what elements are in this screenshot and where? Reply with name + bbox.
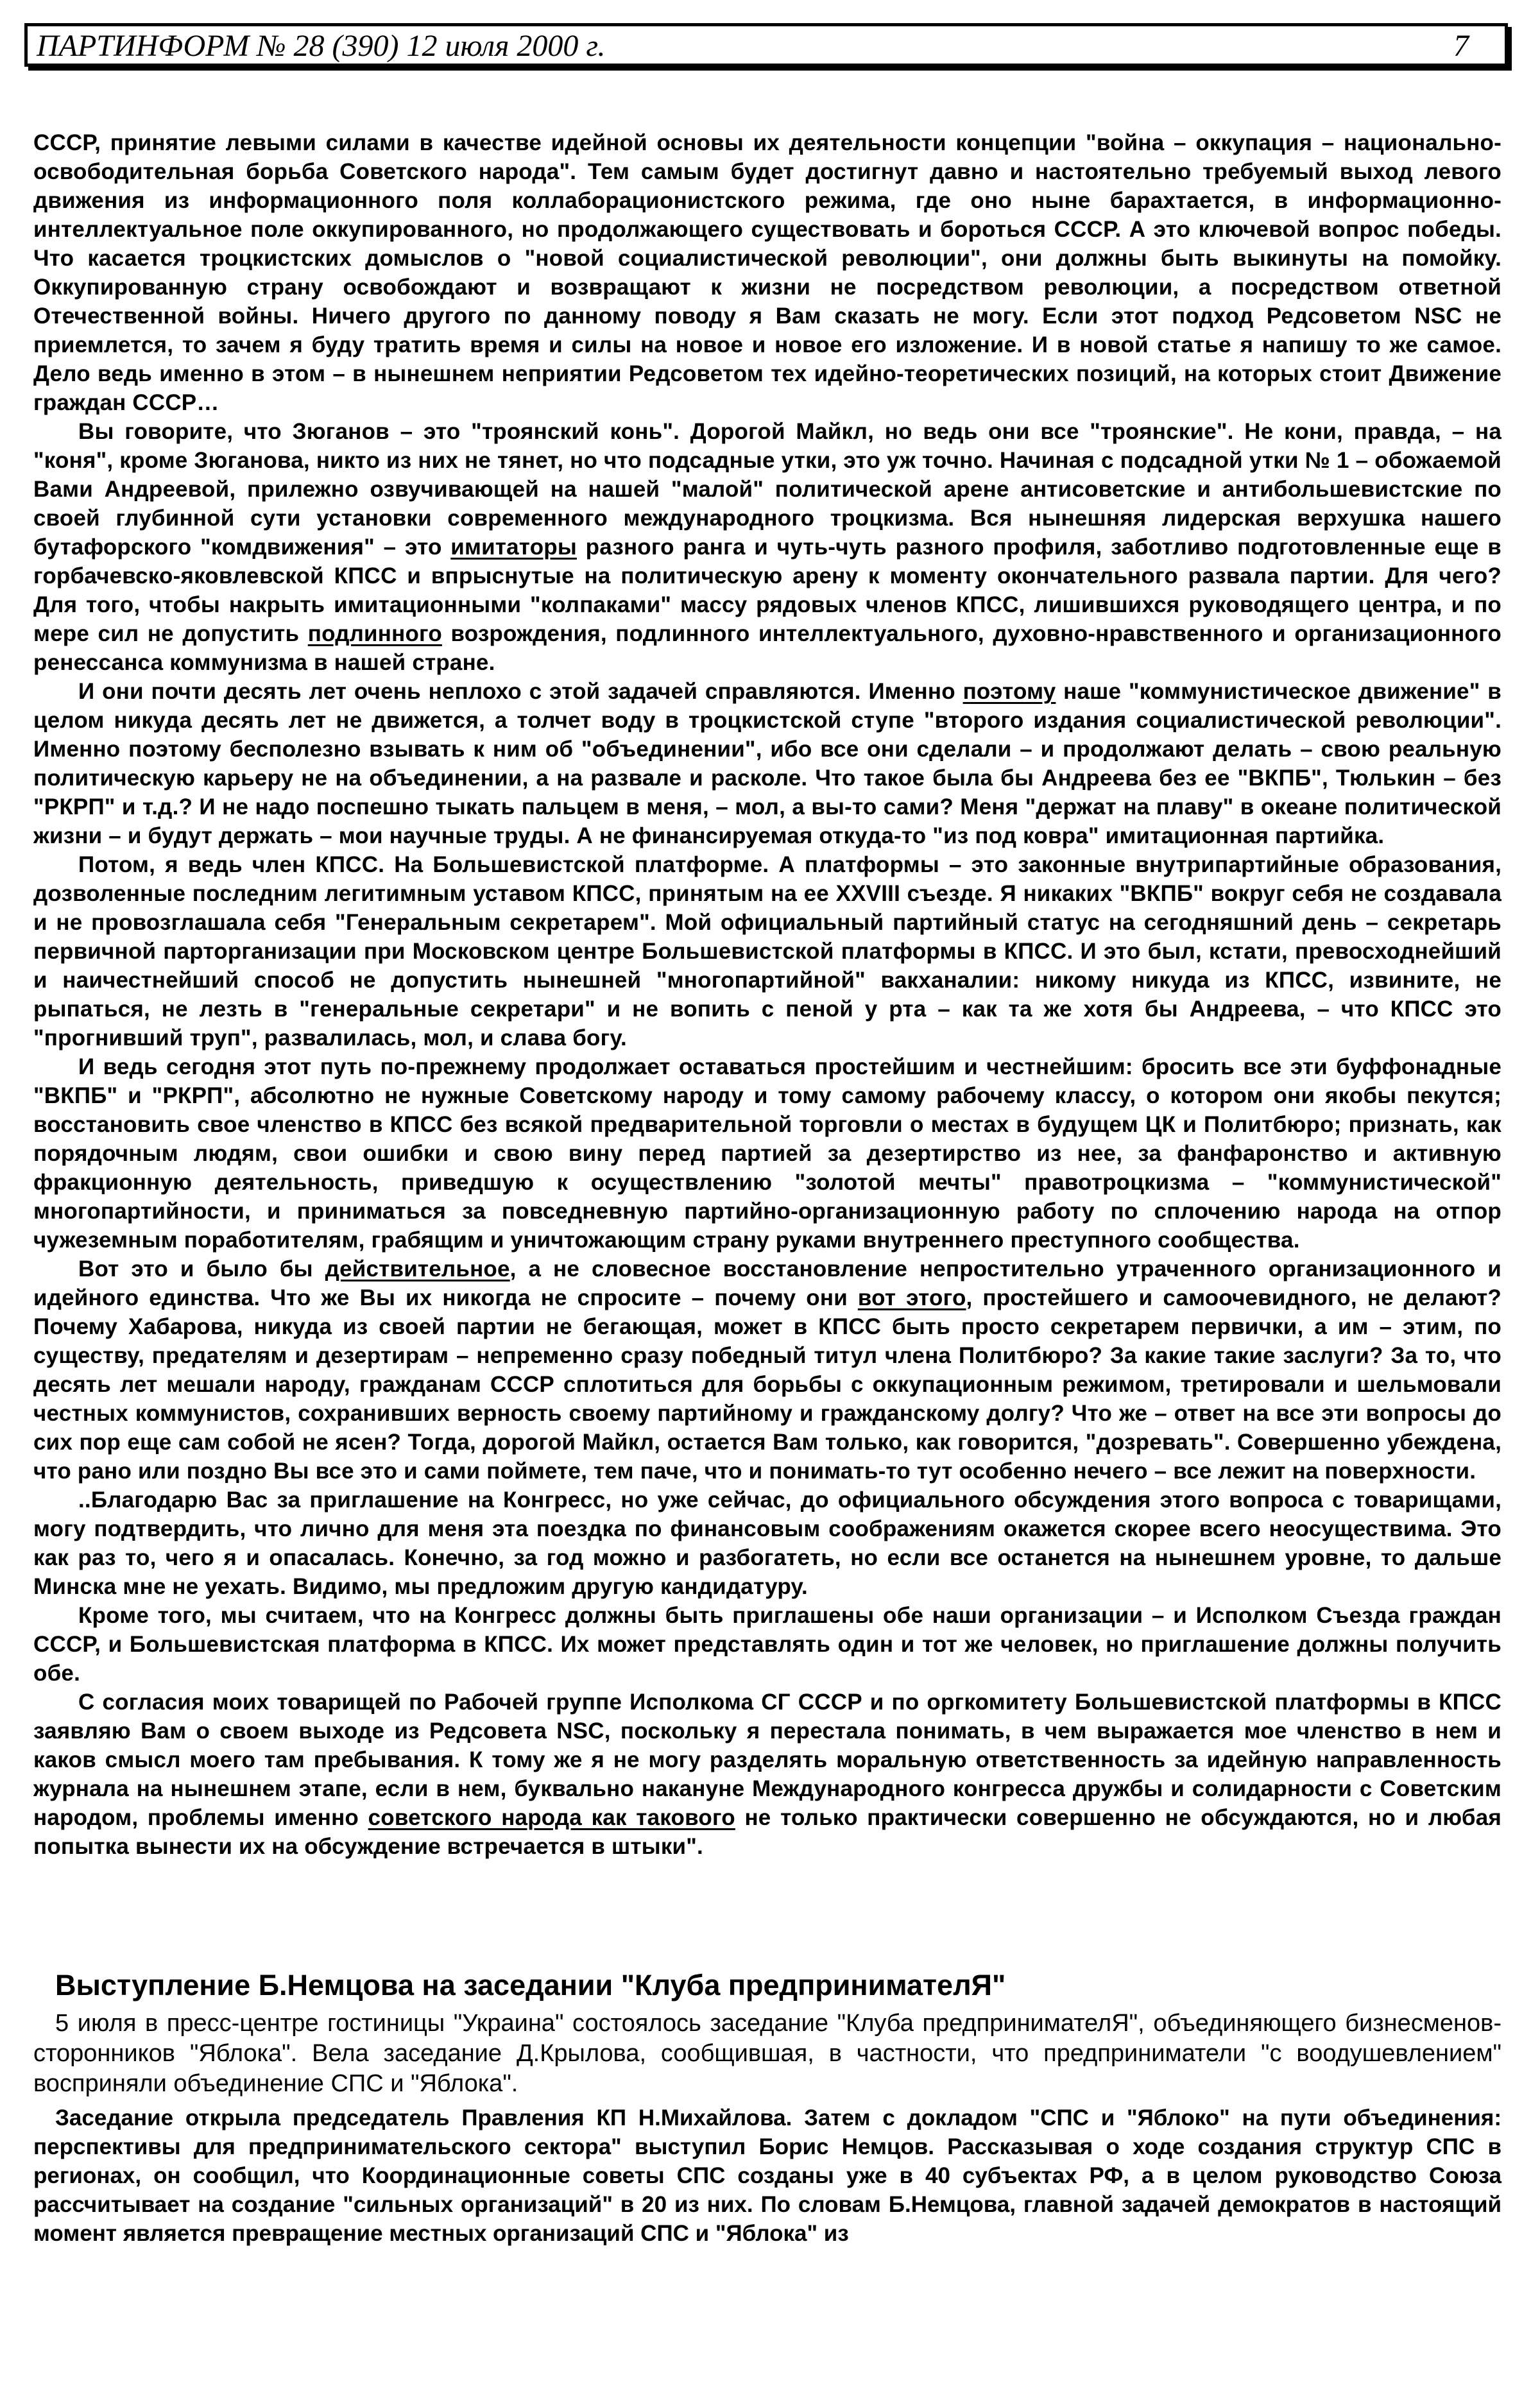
text-run: Вот это и было бы	[78, 1256, 325, 1281]
page-number: 7	[1453, 29, 1469, 63]
paragraph-7: ..Благодарю Вас за приглашение на Конгресс, но уже сейчас, до официального обсуждения этого вопроса с товарищами, могу подтвердить, что лично для меня эта поездка по финансовым соображениям окажется скорее всего неосуществима. Это как раз то, чего я и опасалась. Конечно, за год можно и разбогатеть, но если все останется на нынешнем уровне, то дальше Минска мне не уехать. Видимо, мы предложим другую кандидатуру.	[33, 1487, 1502, 1599]
underlined-word: имитаторы	[450, 535, 577, 560]
underlined-word: поэтому	[963, 679, 1056, 704]
paragraph-3	[33, 677, 1502, 850]
section-body	[33, 2104, 1502, 2248]
paragraph-2	[33, 417, 1502, 677]
section-headline: Выступление Б.Немцова на заседании "Клуба предпринимателЯ"	[55, 1969, 1006, 2001]
text-run: наше "коммунистическое движение" в целом никуда десять лет не движется, а толчет воду в троцкистской ступе "второго издания социалистической революции". Именно поэтому бесполезно взывать к ним об "объединении", ибо все они сделали – и продолжают делать – свою реальную политическую карьеру не на объединении, а на развале и расколе. Что такое была бы Андреева без ее "ВКПБ", Тюлькин – без "РКРП" и т.д.? И не надо поспешно тыкать пальцем в меня, – мол, а вы-то сами? Меня "держат на плаву" в океане политической жизни – и будут держать – мои научные труды. А не финансируемая откуда-то "из под ковра" имитационная партийка.	[33, 679, 1502, 848]
text-run: , простейшего и самоочевидного, не делают? Почему Хабарова, никуда из своей партии не бегающая, может в КПСС быть просто секретарем первички, а им – этим, по существу, предателям и дезертирам – непременно сразу победный титул члена Политбюро? За какие такие заслуги? За то, что десять лет мешали народу, гражданам СССР сплотиться для борьбы с оккупационным режимом, третировали и шельмовали честных коммунистов, сохранивших верность своему партийному и гражданскому долгу? Что же – ответ на все эти вопросы до сих пор еще сам собой не ясен? Тогда, дорогой Майкл, остается Вам только, как говорится, "дозревать". Совершенно убеждена, что рано или поздно Вы все это и сами поймете, тем паче, что и понимать-то тут особенно нечего – все лежит на поверхности.	[33, 1285, 1502, 1484]
lead-paragraph: 5 июля в пресс-центре гостиницы "Украина" состоялось заседание "Клуба предпринимателЯ", объединяющего бизнесменов-сторонников "Яблока". Вела заседание Д.Крылова, сообщившая, в частности, что предприниматели "с воодушевлением" восприняли объединение СПС и "Яблока".	[33, 2010, 1502, 2097]
underlined-phrase: советского народа как такового	[368, 1805, 735, 1830]
text-run: возрождения, подлинного интеллектуального, духовно-нравственного и организационного ренессанса коммунизма в нашей стране.	[33, 621, 1502, 675]
underlined-word: подлинного	[307, 621, 442, 646]
paragraph-8: Кроме того, мы считаем, что на Конгресс должны быть приглашены обе наши организации – и Исполком Съезда граждан СССР, и Большевистская платформа в КПСС. Их может представлять один и тот же человек, но приглашение должны получить обе.	[33, 1603, 1502, 1686]
paragraph-4: Потом, я ведь член КПСС. На Большевистской платформе. А платформы – это законные внутрипартийные образования, дозволенные последним легитимным уставом КПСС, принятым на ее XXVIII съезде. Я никаких "ВКПБ" вокруг себя не создавала и не провозглашала себя "Генеральным секретарем". Мой официальный партийный статус на сегодняшний день – секретарь первичной парторганизации при Московском центре Большевистской платформы в КПСС. И это был, кстати, превосходнейший и наичестнейший способ не допустить нынешней "многопартийной" вакханалии: никому никуда из КПСС, извините, не рыпаться, не лезть в "генеральные секретари" и не вопить с пеной у рта – как та же хотя бы Андреева, – что КПСС это "прогнивший труп", развалилась, мол, и слава богу.	[33, 852, 1502, 1050]
paragraph-9	[33, 1688, 1502, 1861]
underlined-word: действительное	[325, 1256, 510, 1281]
text-run: разного ранга и чуть-чуть разного профиля, заботливо подготовленные еще в горбачевско-яковлевской КПСС и впрыснутые на политическую арену к моменту окончательного развала партии. Для чего? Для того, чтобы накрыть имитационными "колпаками" массу рядовых членов КПСС, лишившихся руководящего центра, и по мере сил не допустить	[33, 535, 1502, 646]
text-run: , а не словесное восстановление непростительно утраченного организационного и идейного единства. Что же Вы их никогда не спросите – почему они	[33, 1256, 1502, 1310]
section-lead	[33, 2009, 1502, 2099]
section-paragraph: Заседание открыла председатель Правления КП Н.Михайлова. Затем с докладом "СПС и "Яблоко" на пути объединения: перспективы для предпринимательского сектора" выступил Борис Немцов. Рассказывая о ходе создания структур СПС в регионах, он сообщил, что Координационные советы СПС созданы уже в 40 субъектах РФ, а в целом руководство Союза рассчитывает на создание "сильных организаций" в 20 из них. По словам Б.Немцова, главной задачей демократов в настоящий момент является превращение местных организаций СПС и "Яблока" из	[33, 2105, 1502, 2246]
article-continuation	[33, 128, 1502, 1861]
text-run: Вы говорите, что Зюганов – это "троянский конь". Дорогой Майкл, но ведь они все "троянские". Не кони, правда, – на "коня", кроме Зюганова, никто из них не тянет, но что подсадные утки, это уж точно. Начиная с подсадной утки № 1 – обожаемой Вами Андреевой, прилежно озвучивающей на нашей "малой" политической арене антисоветские и антибольшевистские по своей глубинной сути установки современного международного троцкизма. Вся нынешняя лидерская верхушка нашего бутафорского "комдвижения" – это	[33, 419, 1502, 560]
paragraph-6	[33, 1255, 1502, 1486]
page-header	[24, 23, 1508, 67]
paragraph-5: И ведь сегодня этот путь по-прежнему продолжает оставаться простейшим и честнейшим: бросить все эти буффонадные "ВКПБ" и "РКРП", абсолютно не нужные Советскому народу и тому самому рабочему классу, о котором они якобы пекутся; восстановить свое членство в КПСС без всякой предварительной торговли о местах в будущем ЦК и Политбюро; признать, как порядочным людям, свои ошибки и свою вину перед партией за дезертирство из нее, за фанфаронство и активную фракционную деятельность, приведшую к осуществлению "золотой мечты" правотроцкизма – "коммунистической" многопартийности, и приниматься за повседневную партийно-организационную работу по сплочению народа на отпор чужеземным поработителям, грабящим и уничтожающим страну руками внутреннего преступного сообщества.	[33, 1054, 1502, 1253]
paragraph-1: СССР, принятие левыми силами в качестве идейной основы их деятельности концепции "война – оккупация – национально-освободительная борьба Советского народа". Тем самым будет достигнут давно и настоятельно требуемый выход левого движения из информационного поля коллаборационистского режима, где оно ныне барахтается, в информационно-интеллектуальное поле оккупированного, но продолжающего существовать и бороться СССР. А это ключевой вопрос победы. Что касается троцкистских домыслов о "новой социалистической революции", они должны быть выкинуты на помойку. Оккупированную страну освобождают и возвращают к жизни не посредством революции, а посредством ответной Отечественной войны. Ничего другого по данному поводу я Вам сказать не могу. Если этот подход Редсоветом NSC не приемлется, то зачем я буду тратить время и силы на новое и новое его изложение. И в новой статье я напишу то же самое. Дело ведь именно в этом – в нынешнем неприятии Редсоветом тех идейно-теоретических позиций, на которых стоит Движение граждан СССР…	[33, 130, 1502, 415]
header-title: ПАРТИНФОРМ № 28 (390) 12 июля 2000 г.	[37, 29, 606, 63]
text-run: С согласия моих товарищей по Рабочей группе Исполкома СГ СССР и по оргкомитету Большевистской платформы в КПСС заявляю Вам о своем выходе из Редсовета NSC, поскольку я перестала понимать, в чем выражается мое членство в нем и каков смысл моего там пребывания. К тому же я не могу разделять моральную ответственность за идейную направленность журнала на нынешнем этапе, если в нем, буквально накануне Международного конгресса дружбы и солидарности с Советским народом, проблемы именно	[33, 1690, 1502, 1830]
underlined-word: вот этого	[857, 1285, 966, 1310]
text-run: И они почти десять лет очень неплохо с этой задачей справляются. Именно	[78, 679, 963, 704]
text-run: не только практически совершенно не обсуждаются, но и любая попытка вынести их на обсуждение встречается в штыки".	[33, 1805, 1502, 1859]
